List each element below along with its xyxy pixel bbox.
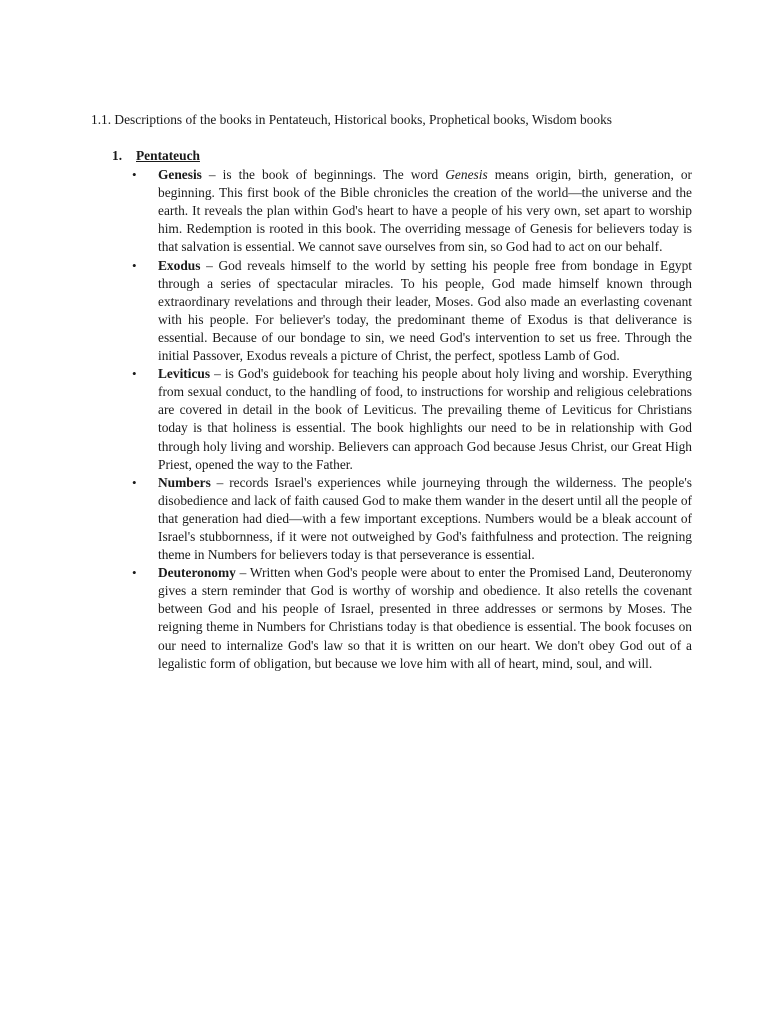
bullet-icon: • bbox=[132, 565, 137, 581]
book-name-exodus: Exodus bbox=[158, 257, 201, 273]
list-item-leviticus bbox=[112, 365, 692, 474]
book-text-genesis-part1: – is the book of beginnings. The word bbox=[201, 167, 446, 183]
document-heading: 1.1. Descriptions of the books in Pentateuch, Historical books, Prophetical books, Wisdom books bbox=[91, 112, 613, 127]
list-item-numbers bbox=[112, 474, 692, 564]
list-item-genesis bbox=[112, 166, 692, 256]
book-list bbox=[112, 166, 692, 673]
bullet-icon: • bbox=[132, 366, 137, 382]
book-text-leviticus: – is God's guidebook for teaching his people about holy living and worship. Everything from sexual conduct, to the handling of food, to instructions for worship and religious celebrations are covered in detail in the book of Leviticus. The prevailing theme of Leviticus for Christians today is that holiness is essential. The book highlights our need to be in relationship with God through holy living and worship. Believers can approach God because Jesus Christ, our Great High Priest, opened the way to the Father. bbox=[158, 366, 692, 472]
bullet-icon: • bbox=[132, 167, 137, 183]
book-text-genesis-emphasis: Genesis bbox=[445, 167, 488, 183]
book-text-exodus: – God reveals himself to the world by setting his people free from bondage in Egypt through a series of spectacular miracles. To his people, God made himself known through extraordinary revelations and through their leader, Moses. God also made an everlasting covenant with his people. For believer's today, the predominant theme of Exodus is that deliverance is essential. Because of our bondage to sin, we need God's intervention to set us free. Through the initial Passover, Exodus reveals a picture of Christ, the perfect, spotless Lamb of God. bbox=[158, 257, 692, 364]
bullet-icon: • bbox=[132, 257, 137, 273]
bullet-icon: • bbox=[132, 474, 137, 490]
list-item-deuteronomy bbox=[112, 564, 692, 673]
section-number: 1. bbox=[112, 148, 123, 163]
pentateuch-section bbox=[112, 147, 692, 673]
book-name-deuteronomy: Deuteronomy bbox=[158, 565, 236, 581]
section-name: Pentateuch bbox=[136, 148, 200, 163]
book-name-numbers: Numbers bbox=[158, 474, 211, 490]
book-text-genesis-part2: means origin, birth, generation, or beginning. This first book of the Bible chronicles the creation of the world—the universe and the earth. It reveals the plan within God's heart to have a people of his very own, set apart to worship him. Redemption is rooted in this book. The overriding message of Genesis for believers today is that salvation is essential. We cannot save ourselves from sin, so God had to act on our behalf. bbox=[158, 167, 692, 255]
book-name-leviticus: Leviticus bbox=[158, 366, 211, 382]
section-title bbox=[112, 147, 692, 165]
book-text-deuteronomy: – Written when God's people were about to enter the Promised Land, Deuteronomy gives a stern reminder that God is worthy of worship and obedience. It also retells the covenant between God and his people of Israel, presented in three addresses or sermons by Moses. The reigning theme in Numbers for Christians today is that obedience is essential. The book focuses on our need to internalize God's law so that it is written on our heart. We don't obey God out of a legalistic form of obligation, but because we love him with all of heart, mind, soul, and will. bbox=[158, 565, 692, 671]
list-item-exodus bbox=[112, 257, 692, 366]
book-text-numbers: – records Israel's experiences while journeying through the wilderness. The people's disobedience and lack of faith caused God to make them wander in the desert until all the people of that generation had died—with a few important exceptions. Numbers would be a bleak account of Israel's stubbornness, if it were not outweighed by God's faithfulness and protection. The reigning theme in Numbers for believers today is that perseverance is essential. bbox=[158, 474, 692, 563]
book-name-genesis: Genesis bbox=[158, 167, 202, 183]
